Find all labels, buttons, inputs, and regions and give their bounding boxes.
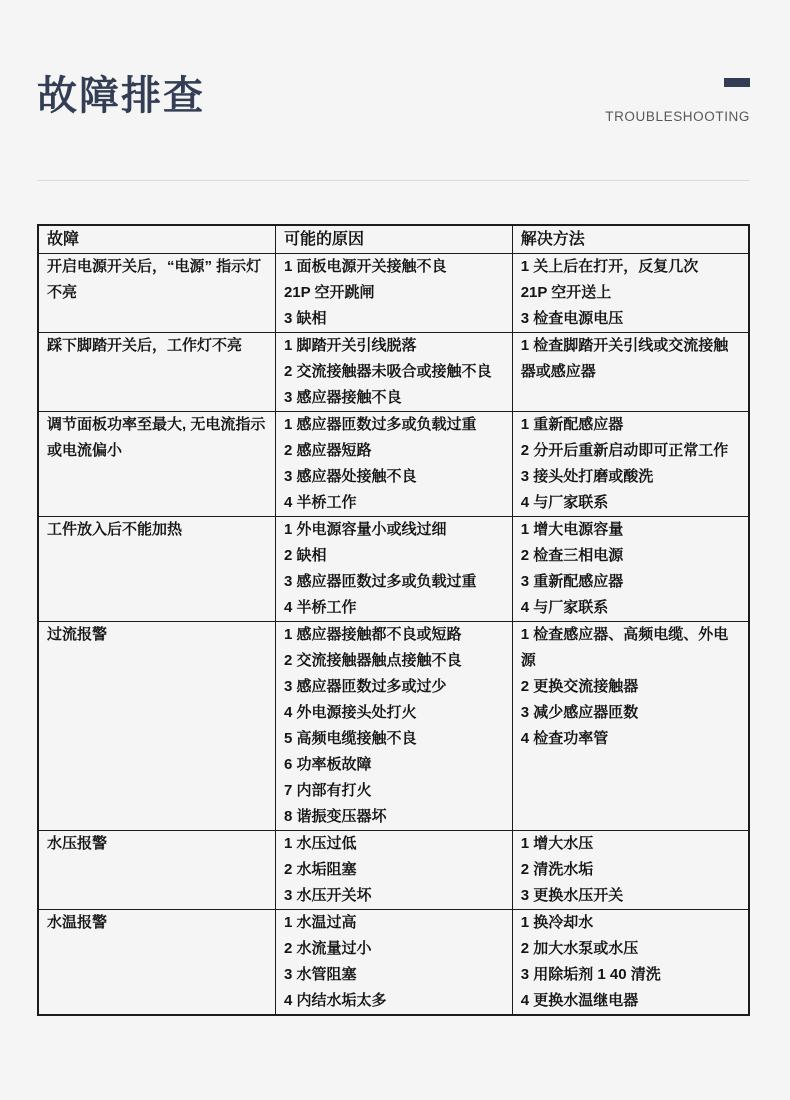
cell-line: 4 内结水垢太多 <box>283 992 387 1009</box>
table-header-row <box>38 225 749 254</box>
solutions-cell <box>512 910 749 1016</box>
cell-line: 2 交流接触器触点接触不良 <box>283 652 462 669</box>
accent-dash-decoration <box>724 78 750 87</box>
cell-line: 开启电源开关后，“电源” 指示灯不亮 <box>47 258 262 301</box>
cell-line: 2 分开后重新启动即可正常工作 <box>520 442 729 459</box>
cell-line: 21P 空开送上 <box>520 284 612 301</box>
fault-cell <box>38 412 275 517</box>
table-header <box>38 225 749 254</box>
cell-line: 2 缺相 <box>283 547 327 564</box>
cell-line: 4 半桥工作 <box>283 494 357 511</box>
table-row <box>38 910 749 1016</box>
cell-line: 1 外电源容量小或线过细 <box>283 521 447 538</box>
cell-line: 3 更换水压开关 <box>520 887 624 904</box>
cell-line: 1 换冷却水 <box>520 914 594 931</box>
solutions-cell <box>512 517 749 622</box>
cell-line: 3 缺相 <box>283 310 327 327</box>
troubleshooting-table <box>37 224 750 1016</box>
page-subtitle: TROUBLESHOOTING <box>605 109 750 124</box>
cell-line: 2 水垢阻塞 <box>283 861 357 878</box>
causes-cell <box>275 910 512 1016</box>
cell-line: 3 用除垢剂 1 40 清洗 <box>520 966 661 983</box>
page-header <box>37 0 750 124</box>
cell-line: 7 内部有打火 <box>283 782 372 799</box>
table-row <box>38 333 749 412</box>
cell-line: 3 感应器处接触不良 <box>283 468 417 485</box>
cell-line: 2 交流接触器未吸合或接触不良 <box>283 363 492 380</box>
fault-cell <box>38 831 275 910</box>
causes-cell <box>275 622 512 831</box>
cell-line: 8 谐振变压器坏 <box>283 808 387 825</box>
table-row <box>38 622 749 831</box>
cell-line: 4 更换水温继电器 <box>520 992 639 1009</box>
header-divider <box>37 180 750 181</box>
fault-cell <box>38 333 275 412</box>
fault-cell <box>38 517 275 622</box>
column-header-fault: 故障 <box>38 225 275 254</box>
table-body <box>38 254 749 1016</box>
cell-line: 1 面板电源开关接触不良 <box>283 258 447 275</box>
cell-line: 4 与厂家联系 <box>520 599 609 616</box>
cell-line: 调节面板功率至最大, 无电流指示或电流偏小 <box>47 416 266 459</box>
solutions-cell <box>512 412 749 517</box>
cell-line: 4 半桥工作 <box>283 599 357 616</box>
column-header-causes: 可能的原因 <box>275 225 512 254</box>
cell-line: 5 高频电缆接触不良 <box>283 730 417 747</box>
cell-line: 3 水管阻塞 <box>283 966 357 983</box>
fault-cell <box>38 910 275 1016</box>
cell-line: 过流报警 <box>47 626 108 643</box>
cell-line: 3 感应器匝数过多或负载过重 <box>283 573 477 590</box>
cell-line: 1 水压过低 <box>283 835 357 852</box>
solutions-cell <box>512 831 749 910</box>
cell-line: 1 检查感应器、高频电缆、外电源 <box>520 626 729 669</box>
cell-line: 2 水流量过小 <box>283 940 372 957</box>
cell-line: 水压报警 <box>47 835 108 852</box>
fault-cell <box>38 622 275 831</box>
cell-line: 2 感应器短路 <box>283 442 372 459</box>
causes-cell <box>275 254 512 333</box>
cell-line: 3 减少感应器匝数 <box>520 704 639 721</box>
cell-line: 3 接头处打磨或酸洗 <box>520 468 654 485</box>
cell-line: 2 检查三相电源 <box>520 547 624 564</box>
causes-cell <box>275 412 512 517</box>
causes-cell <box>275 333 512 412</box>
causes-cell <box>275 831 512 910</box>
table-row <box>38 412 749 517</box>
header-right-block <box>605 72 750 124</box>
cell-line: 水温报警 <box>47 914 108 931</box>
cell-line: 1 感应器匝数过多或负载过重 <box>283 416 477 433</box>
cell-line: 工件放入后不能加热 <box>47 521 183 538</box>
cell-line: 3 感应器接触不良 <box>283 389 402 406</box>
solutions-cell <box>512 254 749 333</box>
cell-line: 3 感应器匝数过多或过少 <box>283 678 447 695</box>
cell-line: 3 重新配感应器 <box>520 573 624 590</box>
cell-line: 1 检查脚踏开关引线或交流接触器或感应器 <box>520 337 729 380</box>
column-header-solutions: 解决方法 <box>512 225 749 254</box>
cell-line: 1 增大电源容量 <box>520 521 624 538</box>
fault-cell <box>38 254 275 333</box>
cell-line: 21P 空开跳闸 <box>283 284 375 301</box>
page-title: 故障排查 <box>37 74 205 118</box>
cell-line: 3 检查电源电压 <box>520 310 624 327</box>
cell-line: 4 外电源接头处打火 <box>283 704 417 721</box>
cell-line: 1 重新配感应器 <box>520 416 624 433</box>
solutions-cell <box>512 622 749 831</box>
cell-line: 1 关上后在打开，反复几次 <box>520 258 699 275</box>
solutions-cell <box>512 333 749 412</box>
cell-line: 3 水压开关坏 <box>283 887 372 904</box>
cell-line: 1 脚踏开关引线脱落 <box>283 337 417 354</box>
cell-line: 1 感应器接触都不良或短路 <box>283 626 462 643</box>
cell-line: 1 水温过高 <box>283 914 357 931</box>
causes-cell <box>275 517 512 622</box>
table-row <box>38 517 749 622</box>
cell-line: 2 更换交流接触器 <box>520 678 639 695</box>
table-row <box>38 831 749 910</box>
cell-line: 2 加大水泵或水压 <box>520 940 639 957</box>
cell-line: 2 清洗水垢 <box>520 861 594 878</box>
cell-line: 4 检查功率管 <box>520 730 609 747</box>
table-row <box>38 254 749 333</box>
cell-line: 4 与厂家联系 <box>520 494 609 511</box>
cell-line: 6 功率板故障 <box>283 756 372 773</box>
cell-line: 踩下脚踏开关后，工作灯不亮 <box>47 337 243 354</box>
cell-line: 1 增大水压 <box>520 835 594 852</box>
